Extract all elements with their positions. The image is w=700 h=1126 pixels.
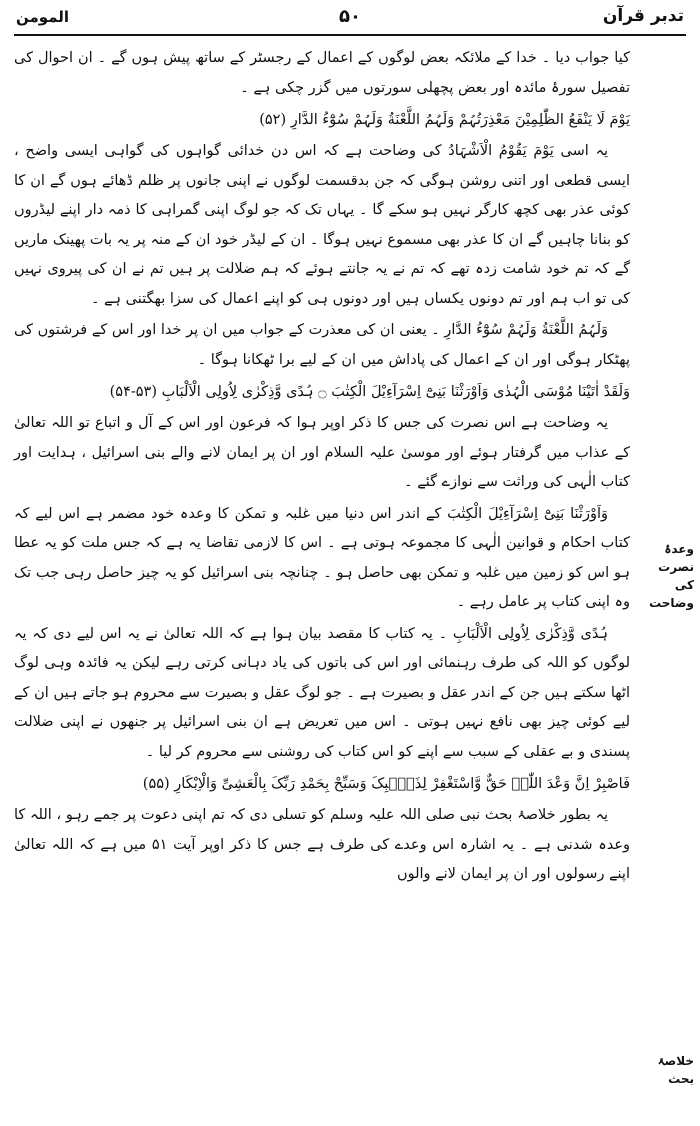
ayah-53-54: وَلَقَدْ اٰتَیْنَا مُوْسَی الْہُدٰی وَاَوْرَثْنَا بَنِیْٓ اِسْرَآءِیْلَ الْکِتٰبَ ۝ ہُدًی وَّذِکْرٰی لِاُولِی الْاَلْبَابِ (۵۳-۵۴) [109,384,630,400]
paragraph-6: ہُدًی وَّذِکْرٰی لِاُولِی الْاَلْبَابِ ۔ یہ کتاب کا مقصد بیان ہوا ہے کہ اللہ تعالیٰ نے یہ اس لیے دی کہ یہ لوگوں کو اللہ کی طرف رہنمائی اور اس کی باتوں کی یاد دہانی کرتی رہے لیکن یہ فائدہ وہی لوگ اٹھا سکتے ہیں جن کے اندر عقل و بصیرت ہے ۔ جو لوگ عقل و بصیرت سے محروم ہو جاتے ہیں ان کے لیے کوئی چیز بھی نافع نہیں ہوتی ۔ اس میں تعریض ہے ان بنی اسرائیل پر جنھوں نے اپنی ضلالت پسندی و بے عقلی کے سبب سے اپنے کو اس کتاب کی روشنی سے محروم کر لیا ۔ [14,625,630,760]
page-number: ۵۰ [339,6,361,27]
sidenote-khulasa: خلاصۂ بحث [657,1054,694,1086]
book-title: تدبر قرآن [602,6,684,26]
ayah-52: یَوْمَ لَا یَنْفَعُ الظّٰلِمِیْنَ مَعْذِرَتُہُمْ وَلَہُمُ اللَّعْنَةُ وَلَہُمْ سُوْٓءُ الدَّارِ (۵۲) [259,112,630,128]
sidenote-nusrat: وعدۂ نصرت کی وضاحت [649,542,694,610]
paragraph-1: کیا جواب دیا ۔ خدا کے ملائکہ بعض لوگوں کے اعمال کے رجسٹر کے ساتھ پیش ہوں گے ۔ ان احوال کی تفصیل سورۂ مائدہ اور بعض پچھلی سورتوں میں گزر چکی ہے ۔ [14,50,630,96]
paragraph-2: یہ اسی یَوْمَ یَقُوْمُ الْاَشْہَادُ کی وضاحت ہے کہ اس دن خدائی گواہوں کی گواہی ایسی واضح ، ایسی قطعی اور اتنی روشن ہوگی کہ جن بدقسمت لوگوں نے اپنی جانوں پر ظلم ڈھائے ہوں گے ان کا کوئی عذر بھی کچھ کارگر نہیں ہو سکے گا ۔ یہاں تک کہ جو لوگ اپنی گمراہی کا ذمہ دار اپنے لیڈروں کو بنانا چاہیں گے ان کا عذر بھی مسموع نہیں ہوگا ۔ ان کے لیڈر خود ان کے منہ پر یہ بات پھینک ماریں گے کہ تم خود شامت زدہ تھے کہ تم نے یہ جانتے ہوئے کہ ہم ضلالت پر ہیں تم نے ان کی پیروی نہیں کی تو اب ہم اور تم دونوں یکساں ہیں اور دونوں ہی کو اپنے اعمال کی سزا بھگتنی ہے ۔ [14,143,630,307]
paragraph-5: وَاَوْرَثْنَا بَنِیْٓ اِسْرَآءِیْلَ الْکِتٰبَ کے اندر اس دنیا میں غلبہ و تمکن کا وعدہ خود مضمر ہے اس لیے کہ کتاب احکام و قوانین الٰہی کا مجموعہ ہوتی ہے ۔ اس کا لازمی تقاضا یہ ہے کہ جس ملت کو یہ عطا ہو اس کو زمین میں غلبہ و تمکن بھی حاصل ہو ۔ چنانچہ بنی اسرائیل کو یہ چیز حاصل رہی جب تک وہ اپنی کتاب پر عامل رہے ۔ [14,505,630,610]
paragraph-7: یہ بطور خلاصۂ بحث نبی صلی اللہ علیہ وسلم کو تسلی دی کہ تم اپنی دعوت پر جمے رہو ، اللہ کا وعدہ شدنی ہے ۔ یہ اشارہ اس وعدے کی طرف ہے جس کا ذکر اوپر آیت ۵۱ میں ہے کہ اللہ تعالیٰ اپنے رسولوں اور ان پر ایمان لانے والوں [14,807,631,882]
surah-name: المومن [16,8,70,26]
header-rule [14,34,686,36]
ayah-55: فَاصْبِرْ اِنَّ وَعْدَ اللّٰہِ حَقٌّ وَّاسْتَغْفِرْ لِذَنْۢبِکَ وَسَبِّحْ بِحَمْدِ رَبِّکَ بِالْعَشِیِّ وَالْاِبْکَارِ (۵۵) [142,776,630,792]
paragraph-3: وَلَہُمُ اللَّعْنَةُ وَلَہُمْ سُوْٓءُ الدَّارِ ۔ یعنی ان کی معذرت کے جواب میں ان پر خدا اور اس کے فرشتوں کی پھٹکار ہوگی اور ان کے اعمال کی پاداش میں ان کے لیے برا ٹھکانا ہوگا ۔ [14,322,630,368]
page-body [14,44,630,1120]
page-header [12,6,688,32]
paragraph-4: یہ وضاحت ہے اس نصرت کی جس کا ذکر اوپر ہوا کہ فرعون اور اس کے آل و اتباع تو اللہ تعالیٰ کے عذاب میں گرفتار ہوئے اور موسیٰ علیہ السلام اور ان پر ایمان لانے والے بنی اسرائیل ، ہدایت اور کتاب الٰہی کی وراثت سے نوازے گئے ۔ [14,415,630,490]
